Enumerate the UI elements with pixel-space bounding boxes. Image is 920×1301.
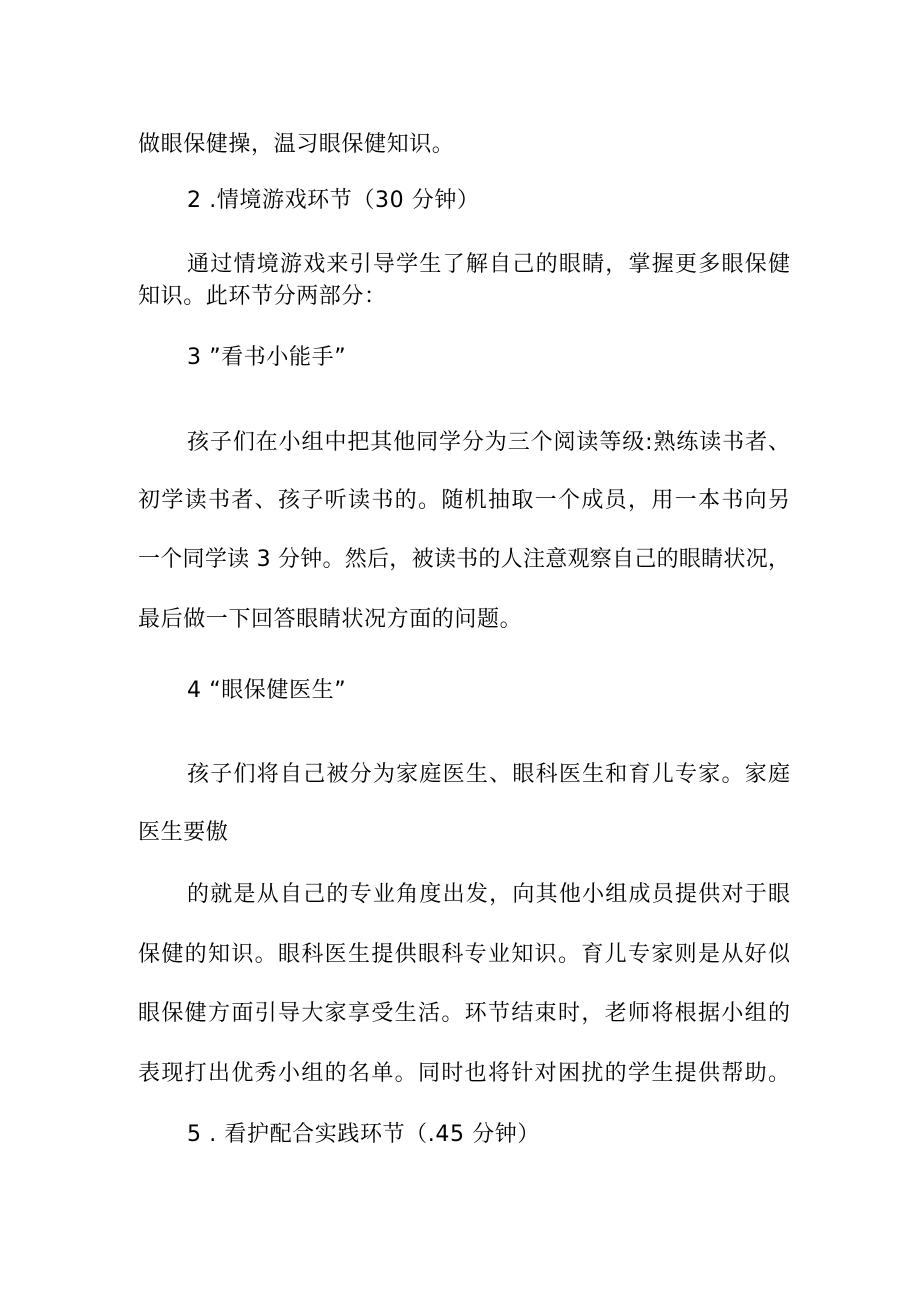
text-line: 孩子们将自己被分为家庭医生、眼科医生和育儿专家。家庭 bbox=[187, 762, 790, 787]
text-line: 一个同学读 3 分钟。然后，被读书的人注意观察自己的眼睛状况， bbox=[138, 547, 790, 572]
text-line: 初学读书者、孩子听读书的。随机抽取一个成员，用一本书向另 bbox=[138, 488, 790, 513]
text-line: 最后做一下回答眼睛状况方面的问题。 bbox=[138, 607, 523, 632]
section-heading: 4 “眼保健医生” bbox=[187, 678, 347, 703]
section-heading: 5 . 看护配合实践环节（.45 分钟） bbox=[187, 1122, 540, 1147]
text-line: 眼保健方面引导大家享受生活。环节结束时，老师将根据小组的 bbox=[138, 1001, 790, 1026]
text-line: 表现打出优秀小组的名单。同时也将针对困扰的学生提供帮助。 bbox=[138, 1061, 790, 1086]
text-line: 做眼保健操，温习眼保健知识。 bbox=[138, 132, 455, 157]
text-line: 保健的知识。眼科医生提供眼科专业知识。育儿专家则是从好似 bbox=[138, 942, 790, 967]
text-line: 知识。此环节分两部分： bbox=[138, 284, 387, 309]
text-line: 的就是从自己的专业角度出发，向其他小组成员提供对于眼 bbox=[187, 882, 790, 907]
text-line: 医生要傲 bbox=[138, 820, 229, 845]
text-line: 通过情境游戏来引导学生了解自己的眼睛，掌握更多眼保健 bbox=[187, 252, 790, 277]
text-line: 孩子们在小组中把其他同学分为三个阅读等级:熟练读书者、 bbox=[187, 430, 790, 455]
section-heading: 3 ”看书小能手” bbox=[187, 345, 347, 370]
section-heading: 2 .情境游戏环节（30 分钟） bbox=[187, 188, 480, 213]
